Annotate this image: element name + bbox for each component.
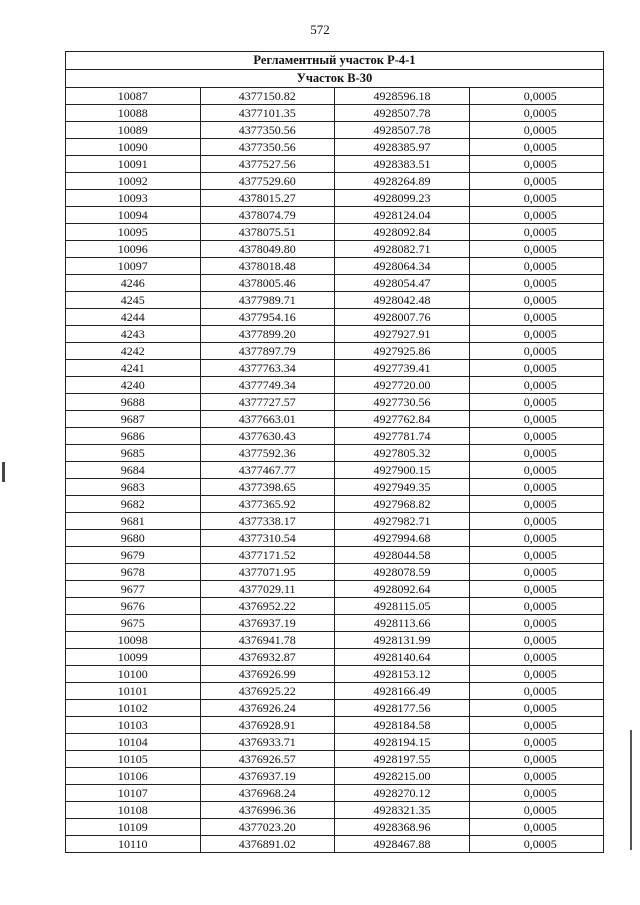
table-row bbox=[66, 173, 604, 190]
y-coordinate-cell: 4927925.86 bbox=[335, 343, 470, 360]
table-subtitle-row bbox=[66, 70, 604, 88]
table-row bbox=[66, 139, 604, 156]
point-number-cell: 10107 bbox=[66, 785, 201, 802]
y-coordinate-cell: 4928596.18 bbox=[335, 88, 470, 105]
y-coordinate-cell: 4928507.78 bbox=[335, 122, 470, 139]
x-coordinate-cell: 4376932.87 bbox=[200, 649, 335, 666]
point-number-cell: 9677 bbox=[66, 581, 201, 598]
y-coordinate-cell: 4928140.64 bbox=[335, 649, 470, 666]
coordinates-table-container bbox=[65, 51, 604, 853]
y-coordinate-cell: 4928099.23 bbox=[335, 190, 470, 207]
x-coordinate-cell: 4376926.57 bbox=[200, 751, 335, 768]
table-row bbox=[66, 88, 604, 105]
y-coordinate-cell: 4928264.89 bbox=[335, 173, 470, 190]
table-row bbox=[66, 717, 604, 734]
point-number-cell: 9682 bbox=[66, 496, 201, 513]
tolerance-cell: 0,0005 bbox=[469, 428, 604, 445]
point-number-cell: 9676 bbox=[66, 598, 201, 615]
x-coordinate-cell: 4377989.71 bbox=[200, 292, 335, 309]
y-coordinate-cell: 4928177.56 bbox=[335, 700, 470, 717]
y-coordinate-cell: 4928166.49 bbox=[335, 683, 470, 700]
x-coordinate-cell: 4377897.79 bbox=[200, 343, 335, 360]
y-coordinate-cell: 4928184.58 bbox=[335, 717, 470, 734]
tolerance-cell: 0,0005 bbox=[469, 122, 604, 139]
table-row bbox=[66, 768, 604, 785]
tolerance-cell: 0,0005 bbox=[469, 241, 604, 258]
point-number-cell: 10106 bbox=[66, 768, 201, 785]
scan-edge-mark bbox=[630, 730, 632, 850]
point-number-cell: 10099 bbox=[66, 649, 201, 666]
table-row bbox=[66, 785, 604, 802]
table-row bbox=[66, 479, 604, 496]
y-coordinate-cell: 4928113.66 bbox=[335, 615, 470, 632]
table-row bbox=[66, 564, 604, 581]
tolerance-cell: 0,0005 bbox=[469, 802, 604, 819]
table-row bbox=[66, 394, 604, 411]
point-number-cell: 10097 bbox=[66, 258, 201, 275]
point-number-cell: 9675 bbox=[66, 615, 201, 632]
point-number-cell: 10088 bbox=[66, 105, 201, 122]
tolerance-cell: 0,0005 bbox=[469, 360, 604, 377]
point-number-cell: 10096 bbox=[66, 241, 201, 258]
tolerance-cell: 0,0005 bbox=[469, 530, 604, 547]
x-coordinate-cell: 4378075.51 bbox=[200, 224, 335, 241]
point-number-cell: 4241 bbox=[66, 360, 201, 377]
x-coordinate-cell: 4378074.79 bbox=[200, 207, 335, 224]
tolerance-cell: 0,0005 bbox=[469, 411, 604, 428]
y-coordinate-cell: 4927805.32 bbox=[335, 445, 470, 462]
point-number-cell: 9679 bbox=[66, 547, 201, 564]
point-number-cell: 9686 bbox=[66, 428, 201, 445]
tolerance-cell: 0,0005 bbox=[469, 326, 604, 343]
y-coordinate-cell: 4927982.71 bbox=[335, 513, 470, 530]
y-coordinate-cell: 4927720.00 bbox=[335, 377, 470, 394]
tolerance-cell: 0,0005 bbox=[469, 275, 604, 292]
tolerance-cell: 0,0005 bbox=[469, 547, 604, 564]
point-number-cell: 4240 bbox=[66, 377, 201, 394]
table-row bbox=[66, 360, 604, 377]
x-coordinate-cell: 4377029.11 bbox=[200, 581, 335, 598]
x-coordinate-cell: 4377071.95 bbox=[200, 564, 335, 581]
table-subtitle: Участок В-30 bbox=[66, 70, 604, 88]
point-number-cell: 10105 bbox=[66, 751, 201, 768]
x-coordinate-cell: 4376928.91 bbox=[200, 717, 335, 734]
x-coordinate-cell: 4377365.92 bbox=[200, 496, 335, 513]
point-number-cell: 10092 bbox=[66, 173, 201, 190]
tolerance-cell: 0,0005 bbox=[469, 343, 604, 360]
table-row bbox=[66, 462, 604, 479]
y-coordinate-cell: 4928467.88 bbox=[335, 836, 470, 853]
tolerance-cell: 0,0005 bbox=[469, 632, 604, 649]
table-row bbox=[66, 751, 604, 768]
x-coordinate-cell: 4377350.56 bbox=[200, 122, 335, 139]
tolerance-cell: 0,0005 bbox=[469, 564, 604, 581]
point-number-cell: 9683 bbox=[66, 479, 201, 496]
table-title: Регламентный участок Р-4-1 bbox=[66, 52, 604, 70]
y-coordinate-cell: 4928368.96 bbox=[335, 819, 470, 836]
tolerance-cell: 0,0005 bbox=[469, 377, 604, 394]
table-row bbox=[66, 411, 604, 428]
tolerance-cell: 0,0005 bbox=[469, 666, 604, 683]
y-coordinate-cell: 4928044.58 bbox=[335, 547, 470, 564]
table-row bbox=[66, 598, 604, 615]
tolerance-cell: 0,0005 bbox=[469, 615, 604, 632]
tolerance-cell: 0,0005 bbox=[469, 173, 604, 190]
y-coordinate-cell: 4927927.91 bbox=[335, 326, 470, 343]
table-row bbox=[66, 734, 604, 751]
point-number-cell: 10100 bbox=[66, 666, 201, 683]
point-number-cell: 9681 bbox=[66, 513, 201, 530]
point-number-cell: 4242 bbox=[66, 343, 201, 360]
table-title-row bbox=[66, 52, 604, 70]
x-coordinate-cell: 4377749.34 bbox=[200, 377, 335, 394]
y-coordinate-cell: 4928215.00 bbox=[335, 768, 470, 785]
point-number-cell: 9688 bbox=[66, 394, 201, 411]
x-coordinate-cell: 4377101.35 bbox=[200, 105, 335, 122]
tolerance-cell: 0,0005 bbox=[469, 292, 604, 309]
point-number-cell: 10098 bbox=[66, 632, 201, 649]
table-row bbox=[66, 530, 604, 547]
y-coordinate-cell: 4928042.48 bbox=[335, 292, 470, 309]
coordinates-table bbox=[65, 51, 604, 853]
y-coordinate-cell: 4928197.55 bbox=[335, 751, 470, 768]
table-row bbox=[66, 292, 604, 309]
x-coordinate-cell: 4377529.60 bbox=[200, 173, 335, 190]
table-row bbox=[66, 666, 604, 683]
x-coordinate-cell: 4376891.02 bbox=[200, 836, 335, 853]
tolerance-cell: 0,0005 bbox=[469, 581, 604, 598]
table-row bbox=[66, 683, 604, 700]
point-number-cell: 10093 bbox=[66, 190, 201, 207]
y-coordinate-cell: 4927730.56 bbox=[335, 394, 470, 411]
x-coordinate-cell: 4377763.34 bbox=[200, 360, 335, 377]
table-row bbox=[66, 258, 604, 275]
tolerance-cell: 0,0005 bbox=[469, 309, 604, 326]
point-number-cell: 10104 bbox=[66, 734, 201, 751]
x-coordinate-cell: 4376926.99 bbox=[200, 666, 335, 683]
point-number-cell: 10091 bbox=[66, 156, 201, 173]
tolerance-cell: 0,0005 bbox=[469, 649, 604, 666]
x-coordinate-cell: 4377954.16 bbox=[200, 309, 335, 326]
tolerance-cell: 0,0005 bbox=[469, 734, 604, 751]
x-coordinate-cell: 4376937.19 bbox=[200, 615, 335, 632]
table-row bbox=[66, 326, 604, 343]
tolerance-cell: 0,0005 bbox=[469, 700, 604, 717]
x-coordinate-cell: 4376925.22 bbox=[200, 683, 335, 700]
x-coordinate-cell: 4376926.24 bbox=[200, 700, 335, 717]
tolerance-cell: 0,0005 bbox=[469, 496, 604, 513]
table-row bbox=[66, 445, 604, 462]
table-row bbox=[66, 377, 604, 394]
x-coordinate-cell: 4377727.57 bbox=[200, 394, 335, 411]
tolerance-cell: 0,0005 bbox=[469, 105, 604, 122]
x-coordinate-cell: 4376996.36 bbox=[200, 802, 335, 819]
table-row bbox=[66, 802, 604, 819]
point-number-cell: 4244 bbox=[66, 309, 201, 326]
table-row bbox=[66, 156, 604, 173]
tolerance-cell: 0,0005 bbox=[469, 768, 604, 785]
tolerance-cell: 0,0005 bbox=[469, 258, 604, 275]
tolerance-cell: 0,0005 bbox=[469, 751, 604, 768]
table-row bbox=[66, 700, 604, 717]
tolerance-cell: 0,0005 bbox=[469, 479, 604, 496]
y-coordinate-cell: 4928078.59 bbox=[335, 564, 470, 581]
tolerance-cell: 0,0005 bbox=[469, 190, 604, 207]
table-row bbox=[66, 241, 604, 258]
tolerance-cell: 0,0005 bbox=[469, 785, 604, 802]
table-row bbox=[66, 275, 604, 292]
x-coordinate-cell: 4376968.24 bbox=[200, 785, 335, 802]
point-number-cell: 10103 bbox=[66, 717, 201, 734]
point-number-cell: 9684 bbox=[66, 462, 201, 479]
x-coordinate-cell: 4376933.71 bbox=[200, 734, 335, 751]
page-number: 572 bbox=[310, 22, 330, 37]
y-coordinate-cell: 4928385.97 bbox=[335, 139, 470, 156]
tolerance-cell: 0,0005 bbox=[469, 139, 604, 156]
tolerance-cell: 0,0005 bbox=[469, 88, 604, 105]
table-row bbox=[66, 513, 604, 530]
table-row bbox=[66, 581, 604, 598]
table-row bbox=[66, 207, 604, 224]
tolerance-cell: 0,0005 bbox=[469, 156, 604, 173]
point-number-cell: 10089 bbox=[66, 122, 201, 139]
tolerance-cell: 0,0005 bbox=[469, 836, 604, 853]
x-coordinate-cell: 4376941.78 bbox=[200, 632, 335, 649]
tolerance-cell: 0,0005 bbox=[469, 445, 604, 462]
y-coordinate-cell: 4927949.35 bbox=[335, 479, 470, 496]
y-coordinate-cell: 4928383.51 bbox=[335, 156, 470, 173]
x-coordinate-cell: 4377899.20 bbox=[200, 326, 335, 343]
table-row bbox=[66, 105, 604, 122]
y-coordinate-cell: 4928131.99 bbox=[335, 632, 470, 649]
point-number-cell: 10108 bbox=[66, 802, 201, 819]
tolerance-cell: 0,0005 bbox=[469, 513, 604, 530]
tolerance-cell: 0,0005 bbox=[469, 683, 604, 700]
table-row bbox=[66, 309, 604, 326]
table-row bbox=[66, 190, 604, 207]
point-number-cell: 9680 bbox=[66, 530, 201, 547]
x-coordinate-cell: 4377527.56 bbox=[200, 156, 335, 173]
table-row bbox=[66, 496, 604, 513]
table-row bbox=[66, 343, 604, 360]
point-number-cell: 10095 bbox=[66, 224, 201, 241]
tolerance-cell: 0,0005 bbox=[469, 598, 604, 615]
point-number-cell: 9687 bbox=[66, 411, 201, 428]
x-coordinate-cell: 4377467.77 bbox=[200, 462, 335, 479]
tolerance-cell: 0,0005 bbox=[469, 224, 604, 241]
y-coordinate-cell: 4928270.12 bbox=[335, 785, 470, 802]
x-coordinate-cell: 4376937.19 bbox=[200, 768, 335, 785]
table-row bbox=[66, 615, 604, 632]
point-number-cell: 4243 bbox=[66, 326, 201, 343]
point-number-cell: 10101 bbox=[66, 683, 201, 700]
y-coordinate-cell: 4927781.74 bbox=[335, 428, 470, 445]
x-coordinate-cell: 4378049.80 bbox=[200, 241, 335, 258]
y-coordinate-cell: 4928194.15 bbox=[335, 734, 470, 751]
x-coordinate-cell: 4377023.20 bbox=[200, 819, 335, 836]
y-coordinate-cell: 4928115.05 bbox=[335, 598, 470, 615]
point-number-cell: 4246 bbox=[66, 275, 201, 292]
point-number-cell: 10094 bbox=[66, 207, 201, 224]
y-coordinate-cell: 4928124.04 bbox=[335, 207, 470, 224]
x-coordinate-cell: 4377150.82 bbox=[200, 88, 335, 105]
tolerance-cell: 0,0005 bbox=[469, 819, 604, 836]
x-coordinate-cell: 4377171.52 bbox=[200, 547, 335, 564]
tolerance-cell: 0,0005 bbox=[469, 717, 604, 734]
point-number-cell: 10109 bbox=[66, 819, 201, 836]
y-coordinate-cell: 4928092.64 bbox=[335, 581, 470, 598]
x-coordinate-cell: 4378018.48 bbox=[200, 258, 335, 275]
point-number-cell: 10090 bbox=[66, 139, 201, 156]
y-coordinate-cell: 4928007.76 bbox=[335, 309, 470, 326]
x-coordinate-cell: 4377398.65 bbox=[200, 479, 335, 496]
point-number-cell: 9678 bbox=[66, 564, 201, 581]
x-coordinate-cell: 4377310.54 bbox=[200, 530, 335, 547]
x-coordinate-cell: 4377350.56 bbox=[200, 139, 335, 156]
x-coordinate-cell: 4376952.22 bbox=[200, 598, 335, 615]
y-coordinate-cell: 4927900.15 bbox=[335, 462, 470, 479]
x-coordinate-cell: 4378015.27 bbox=[200, 190, 335, 207]
table-row bbox=[66, 547, 604, 564]
table-row bbox=[66, 632, 604, 649]
table-row bbox=[66, 428, 604, 445]
point-number-cell: 4245 bbox=[66, 292, 201, 309]
table-row bbox=[66, 819, 604, 836]
x-coordinate-cell: 4377630.43 bbox=[200, 428, 335, 445]
y-coordinate-cell: 4928064.34 bbox=[335, 258, 470, 275]
y-coordinate-cell: 4928321.35 bbox=[335, 802, 470, 819]
y-coordinate-cell: 4927968.82 bbox=[335, 496, 470, 513]
point-number-cell: 10110 bbox=[66, 836, 201, 853]
point-number-cell: 10087 bbox=[66, 88, 201, 105]
x-coordinate-cell: 4378005.46 bbox=[200, 275, 335, 292]
point-number-cell: 9685 bbox=[66, 445, 201, 462]
tolerance-cell: 0,0005 bbox=[469, 462, 604, 479]
x-coordinate-cell: 4377592.36 bbox=[200, 445, 335, 462]
y-coordinate-cell: 4928082.71 bbox=[335, 241, 470, 258]
tolerance-cell: 0,0005 bbox=[469, 207, 604, 224]
tolerance-cell: 0,0005 bbox=[469, 394, 604, 411]
y-coordinate-cell: 4928092.84 bbox=[335, 224, 470, 241]
y-coordinate-cell: 4927762.84 bbox=[335, 411, 470, 428]
y-coordinate-cell: 4927739.41 bbox=[335, 360, 470, 377]
y-coordinate-cell: 4927994.68 bbox=[335, 530, 470, 547]
scan-edge-mark bbox=[2, 462, 5, 482]
x-coordinate-cell: 4377338.17 bbox=[200, 513, 335, 530]
table-row bbox=[66, 649, 604, 666]
table-row bbox=[66, 122, 604, 139]
table-row bbox=[66, 836, 604, 853]
y-coordinate-cell: 4928054.47 bbox=[335, 275, 470, 292]
y-coordinate-cell: 4928153.12 bbox=[335, 666, 470, 683]
y-coordinate-cell: 4928507.78 bbox=[335, 105, 470, 122]
x-coordinate-cell: 4377663.01 bbox=[200, 411, 335, 428]
point-number-cell: 10102 bbox=[66, 700, 201, 717]
table-row bbox=[66, 224, 604, 241]
